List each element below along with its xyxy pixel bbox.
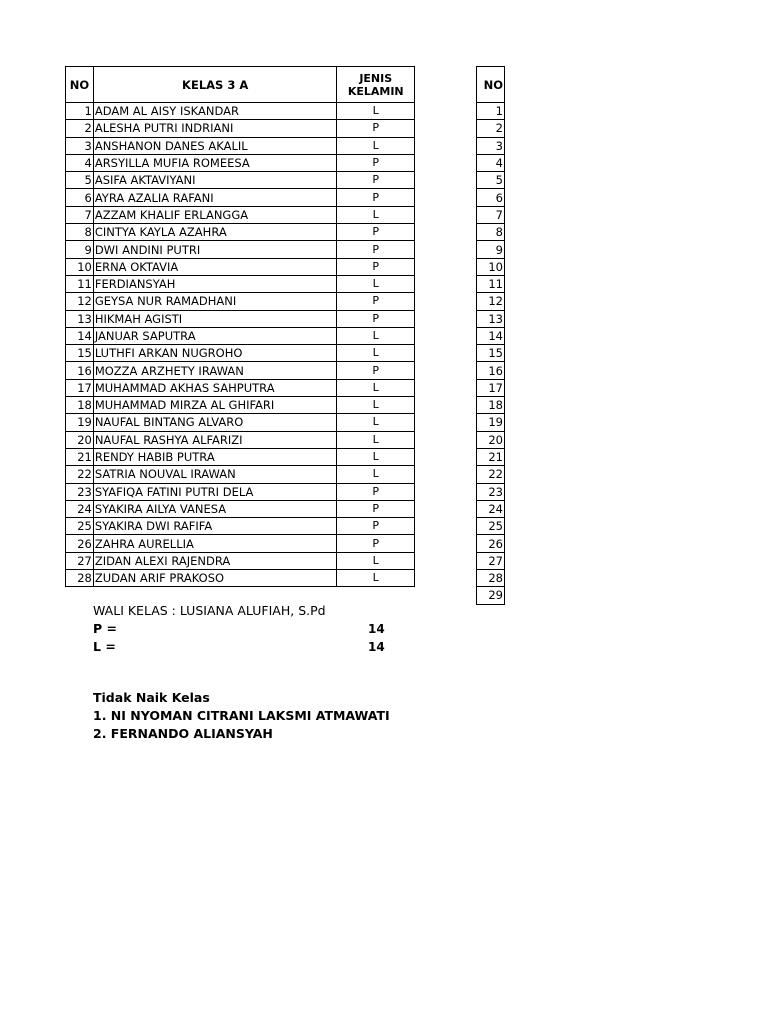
row-number: 24 (66, 500, 94, 517)
student-name: CINTYA KAYLA AZAHRA (93, 224, 337, 241)
table-row (66, 154, 415, 171)
side-number: 4 (477, 154, 505, 171)
student-name: AZZAM KHALIF ERLANGGA (93, 206, 337, 223)
side-number: 14 (477, 327, 505, 344)
side-number: 13 (477, 310, 505, 327)
row-number: 17 (66, 379, 94, 396)
table-row (66, 120, 415, 137)
side-row (477, 518, 505, 535)
side-number: 5 (477, 172, 505, 189)
side-number: 22 (477, 466, 505, 483)
student-sex: P (337, 172, 415, 189)
table-row (66, 414, 415, 431)
student-sex: L (337, 137, 415, 154)
table-row (66, 570, 415, 587)
side-number: 27 (477, 552, 505, 569)
student-sex: L (337, 275, 415, 292)
side-row (477, 448, 505, 465)
side-number: 9 (477, 241, 505, 258)
p-count-label: P = (93, 621, 117, 636)
student-name: DWI ANDINI PUTRI (93, 241, 337, 258)
row-number: 26 (66, 535, 94, 552)
student-sex: P (337, 241, 415, 258)
student-sex: L (337, 379, 415, 396)
side-number: 19 (477, 414, 505, 431)
student-name: SYAFIQA FATINI PUTRI DELA (93, 483, 337, 500)
student-name: ASIFA AKTAVIYANI (93, 172, 337, 189)
side-number: 23 (477, 483, 505, 500)
side-number: 25 (477, 518, 505, 535)
side-number: 17 (477, 379, 505, 396)
student-sex: L (337, 327, 415, 344)
side-number: 24 (477, 500, 505, 517)
side-row (477, 500, 505, 517)
side-number: 28 (477, 570, 505, 587)
student-name: SYAKIRA DWI RAFIFA (93, 518, 337, 535)
side-row (477, 431, 505, 448)
side-row (477, 293, 505, 310)
row-number: 13 (66, 310, 94, 327)
side-number: 10 (477, 258, 505, 275)
student-name: GEYSA NUR RAMADHANI (93, 293, 337, 310)
student-sex: L (337, 466, 415, 483)
row-number: 20 (66, 431, 94, 448)
row-number: 9 (66, 241, 94, 258)
l-count-value: 14 (368, 640, 385, 654)
student-name: ZUDAN ARIF PRAKOSO (93, 570, 337, 587)
side-row (477, 275, 505, 292)
row-number: 21 (66, 448, 94, 465)
student-sex: L (337, 552, 415, 569)
table-header-row (66, 67, 415, 103)
tidak-naik-title: Tidak Naik Kelas (93, 690, 210, 705)
student-name: RENDY HABIB PUTRA (93, 448, 337, 465)
side-row (477, 258, 505, 275)
p-count-value: 14 (368, 622, 385, 636)
student-sex: P (337, 224, 415, 241)
side-row (477, 570, 505, 587)
table-row (66, 137, 415, 154)
student-sex: L (337, 448, 415, 465)
table-row (66, 293, 415, 310)
side-row (477, 310, 505, 327)
side-row (477, 345, 505, 362)
l-count-label: L = (93, 639, 116, 654)
student-name: MUHAMMAD MIRZA AL GHIFARI (93, 397, 337, 414)
side-number: 8 (477, 224, 505, 241)
side-number: 2 (477, 120, 505, 137)
side-row (477, 206, 505, 223)
side-number: 7 (477, 206, 505, 223)
student-sex: L (337, 103, 415, 120)
side-row (477, 362, 505, 379)
table-row (66, 327, 415, 344)
side-row (477, 414, 505, 431)
side-row (477, 379, 505, 396)
student-sex: P (337, 518, 415, 535)
header-no: NO (66, 67, 94, 103)
row-number: 22 (66, 466, 94, 483)
table-row (66, 362, 415, 379)
row-number: 1 (66, 103, 94, 120)
student-sex: P (337, 310, 415, 327)
student-name: ERNA OKTAVIA (93, 258, 337, 275)
side-number: 12 (477, 293, 505, 310)
row-number: 10 (66, 258, 94, 275)
table-row (66, 224, 415, 241)
row-number: 25 (66, 518, 94, 535)
side-number: 1 (477, 103, 505, 120)
row-number: 19 (66, 414, 94, 431)
side-row (477, 535, 505, 552)
row-number: 28 (66, 570, 94, 587)
side-row (477, 587, 505, 604)
table-row (66, 103, 415, 120)
side-number: 3 (477, 137, 505, 154)
side-number: 29 (477, 587, 505, 604)
row-number: 14 (66, 327, 94, 344)
student-sex: P (337, 483, 415, 500)
row-number: 3 (66, 137, 94, 154)
row-number: 11 (66, 275, 94, 292)
table-row (66, 275, 415, 292)
table-row (66, 345, 415, 362)
row-number: 23 (66, 483, 94, 500)
student-name: LUTHFI ARKAN NUGROHO (93, 345, 337, 362)
student-name: JANUAR SAPUTRA (93, 327, 337, 344)
roster-body (66, 103, 415, 587)
side-number: 18 (477, 397, 505, 414)
row-number: 12 (66, 293, 94, 310)
table-row (66, 310, 415, 327)
student-sex: L (337, 414, 415, 431)
table-row (66, 552, 415, 569)
tidak-naik-item: 2. FERNANDO ALIANSYAH (93, 726, 273, 741)
table-row (66, 241, 415, 258)
student-sex: P (337, 258, 415, 275)
row-number: 6 (66, 189, 94, 206)
side-row (477, 466, 505, 483)
row-number: 5 (66, 172, 94, 189)
side-row (477, 137, 505, 154)
table-row (66, 379, 415, 396)
student-sex: P (337, 189, 415, 206)
side-number: 21 (477, 448, 505, 465)
table-row (66, 172, 415, 189)
student-sex: P (337, 154, 415, 171)
student-name: ALESHA PUTRI INDRIANI (93, 120, 337, 137)
student-sex: P (337, 500, 415, 517)
side-body (477, 103, 505, 605)
table-row (66, 535, 415, 552)
student-name: HIKMAH AGISTI (93, 310, 337, 327)
table-row (66, 206, 415, 223)
student-name: SYAKIRA AILYA VANESA (93, 500, 337, 517)
wali-kelas-text: WALI KELAS : LUSIANA ALUFIAH, S.Pd (93, 603, 326, 618)
header-sex-line1: JENIS (359, 71, 393, 85)
table-row (66, 518, 415, 535)
side-number: 15 (477, 345, 505, 362)
header-sex-line2: KELAMIN (347, 84, 404, 98)
side-row (477, 154, 505, 171)
class-roster-table (65, 66, 415, 587)
student-sex: P (337, 535, 415, 552)
table-row (66, 189, 415, 206)
student-sex: L (337, 570, 415, 587)
tidak-naik-item: 1. NI NYOMAN CITRANI LAKSMI ATMAWATI (93, 708, 390, 723)
table-row (66, 466, 415, 483)
table-row (66, 448, 415, 465)
student-sex: P (337, 120, 415, 137)
row-number: 27 (66, 552, 94, 569)
side-row (477, 189, 505, 206)
student-name: FERDIANSYAH (93, 275, 337, 292)
table-row (66, 258, 415, 275)
student-name: ZAHRA AURELLIA (93, 535, 337, 552)
side-header-no: NO (477, 67, 505, 103)
header-sex (337, 67, 415, 103)
side-row (477, 172, 505, 189)
side-number: 20 (477, 431, 505, 448)
student-name: MOZZA ARZHETY IRAWAN (93, 362, 337, 379)
side-number: 11 (477, 275, 505, 292)
student-sex: L (337, 206, 415, 223)
side-row (477, 120, 505, 137)
student-name: SATRIA NOUVAL IRAWAN (93, 466, 337, 483)
row-number: 16 (66, 362, 94, 379)
side-number: 26 (477, 535, 505, 552)
header-class: KELAS 3 A (93, 67, 337, 103)
row-number: 15 (66, 345, 94, 362)
student-sex: L (337, 431, 415, 448)
row-number: 2 (66, 120, 94, 137)
row-number: 4 (66, 154, 94, 171)
student-name: ZIDAN ALEXI RAJENDRA (93, 552, 337, 569)
student-name: NAUFAL RASHYA ALFARIZI (93, 431, 337, 448)
student-sex: P (337, 362, 415, 379)
side-number: 6 (477, 189, 505, 206)
side-header-row (477, 67, 505, 103)
side-row (477, 397, 505, 414)
student-name: NAUFAL BINTANG ALVARO (93, 414, 337, 431)
row-number: 18 (66, 397, 94, 414)
side-row (477, 224, 505, 241)
side-row (477, 552, 505, 569)
row-number: 8 (66, 224, 94, 241)
table-row (66, 483, 415, 500)
student-name: ADAM AL AISY ISKANDAR (93, 103, 337, 120)
student-name: ANSHANON DANES AKALIL (93, 137, 337, 154)
table-row (66, 431, 415, 448)
student-name: ARSYILLA MUFIA ROMEESA (93, 154, 337, 171)
student-name: AYRA AZALIA RAFANI (93, 189, 337, 206)
row-number: 7 (66, 206, 94, 223)
table-row (66, 397, 415, 414)
side-row (477, 241, 505, 258)
student-sex: L (337, 397, 415, 414)
student-name: MUHAMMAD AKHAS SAHPUTRA (93, 379, 337, 396)
student-sex: L (337, 345, 415, 362)
student-sex: P (337, 293, 415, 310)
table-row (66, 500, 415, 517)
side-number: 16 (477, 362, 505, 379)
side-row (477, 103, 505, 120)
number-column-table (476, 66, 505, 605)
side-row (477, 483, 505, 500)
side-row (477, 327, 505, 344)
